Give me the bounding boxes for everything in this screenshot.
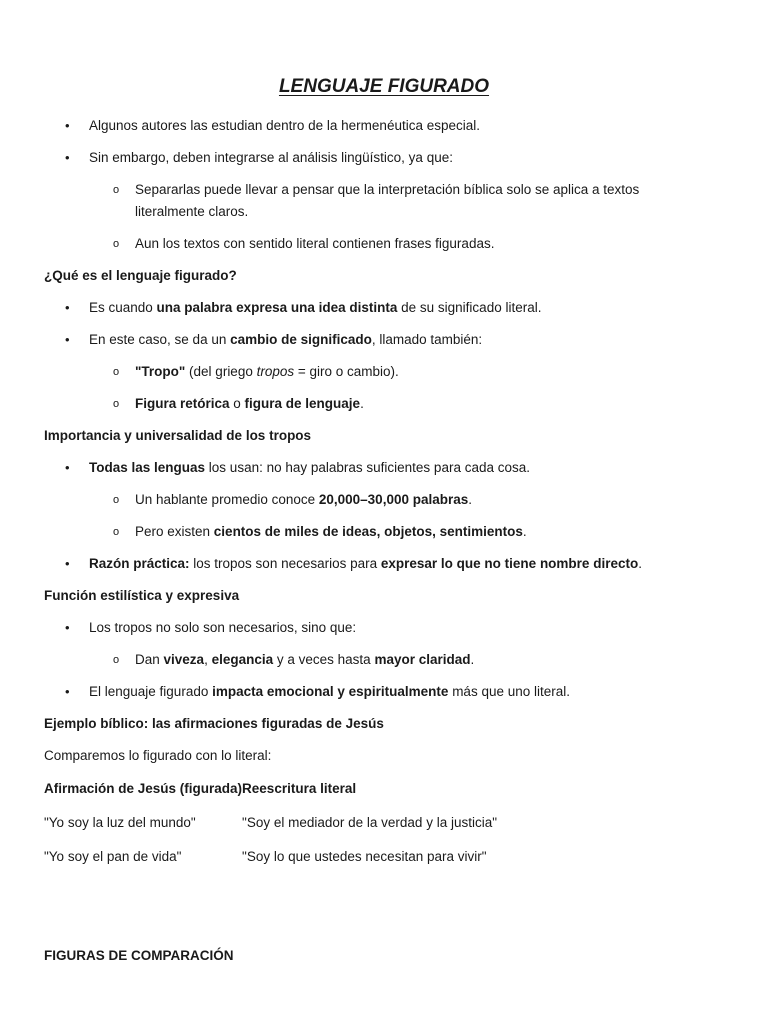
que-es-sub-bullet-2: [135, 395, 364, 413]
text-run-bold: viveza: [163, 652, 205, 667]
text-run: .: [468, 492, 473, 507]
text-run: o: [229, 396, 245, 411]
funcion-bullet-1: Los tropos no solo son necesarios, sino que:: [89, 620, 357, 635]
bullet-icon: •: [65, 620, 70, 635]
intro-sub-bullet-1-cont: literalmente claros.: [135, 204, 249, 219]
sub-bullet-icon: o: [113, 398, 120, 410]
bullet-icon: •: [65, 556, 70, 571]
sub-bullet-icon: o: [113, 526, 120, 538]
text-run-bold: expresar lo que no tiene nombre directo: [380, 556, 639, 571]
que-es-bullet-1: [89, 299, 541, 317]
bullet-icon: •: [65, 460, 70, 475]
bullet-icon: •: [65, 332, 70, 347]
text-run-bold: una palabra expresa una idea distinta: [156, 300, 398, 315]
text-run: y a veces hasta: [273, 652, 375, 667]
intro-sub-bullet-1: Separarlas puede llevar a pensar que la interpretación bíblica solo se aplica a textos: [135, 182, 640, 197]
text-run-bold: impacta emocional y espiritualmente: [212, 684, 449, 699]
text-run: Dan: [135, 652, 164, 667]
text-run: El lenguaje figurado: [89, 684, 213, 699]
bullet-icon: •: [65, 300, 70, 315]
text-run: los usan: no hay palabras suficientes para cada cosa.: [205, 460, 530, 475]
section-heading-funcion: Función estilística y expresiva: [44, 588, 240, 603]
text-run: .: [360, 396, 364, 411]
text-run: los tropos son necesarios para: [189, 556, 381, 571]
table-header-cell: Reescritura literal: [242, 781, 357, 796]
funcion-bullet-2: [89, 683, 570, 701]
text-run: Es cuando: [89, 300, 157, 315]
text-run: , llamado también:: [371, 332, 483, 347]
intro-sub-bullet-2: Aun los textos con sentido literal contienen frases figuradas.: [135, 236, 495, 251]
table-cell: "Soy lo que ustedes necesitan para vivir": [242, 849, 487, 864]
table-row: [44, 848, 497, 866]
importancia-sub-bullet-1: [135, 491, 472, 509]
intro-bullet-2: Sin embargo, deben integrarse al análisis lingüístico, ya que:: [89, 150, 453, 165]
text-run-bold: Todas las lenguas: [89, 460, 206, 475]
funcion-sub-bullet-1: [135, 651, 474, 669]
ejemplo-intro: Comparemos lo figurado con lo literal:: [44, 748, 272, 763]
text-run-bold: Figura retórica: [135, 396, 230, 411]
text-run: .: [638, 556, 642, 571]
text-run-bold: 20,000–30,000 palabras: [318, 492, 469, 507]
que-es-sub-bullet-1: [135, 363, 399, 381]
sub-bullet-icon: o: [113, 238, 120, 250]
sub-bullet-icon: o: [113, 184, 120, 196]
text-run: de su significado literal.: [397, 300, 542, 315]
sub-bullet-icon: o: [113, 366, 120, 378]
text-run-bold: mayor claridad: [374, 652, 471, 667]
importancia-bullet-1: [89, 459, 530, 477]
text-run-bold: figura de lenguaje: [244, 396, 361, 411]
text-run: = giro o cambio).: [294, 364, 399, 379]
document-title: LENGUAJE FIGURADO: [278, 76, 490, 97]
intro-bullet-1: Algunos autores las estudian dentro de la hermenéutica especial.: [89, 118, 480, 133]
text-run: En este caso, se da un: [89, 332, 231, 347]
table-cell: "Yo soy la luz del mundo": [44, 815, 196, 830]
table-cell: "Soy el mediador de la verdad y la justicia": [242, 815, 498, 830]
text-run-italic: tropos: [256, 364, 295, 379]
bullet-icon: •: [65, 684, 70, 699]
sub-bullet-icon: o: [113, 494, 120, 506]
text-run-bold: elegancia: [211, 652, 274, 667]
table-header-cell: Afirmación de Jesús (figurada): [44, 781, 243, 796]
text-run-bold: cientos de miles de ideas, objetos, sentimientos: [213, 524, 523, 539]
text-run: Un hablante promedio conoce: [135, 492, 319, 507]
text-run: .: [470, 652, 475, 667]
importancia-bullet-2: [89, 555, 642, 573]
text-run-bold: Razón práctica:: [89, 556, 190, 571]
text-run: más que uno literal.: [448, 684, 571, 699]
sub-bullet-icon: o: [113, 654, 120, 666]
text-run: (del griego: [185, 364, 257, 379]
text-run: ,: [204, 652, 212, 667]
que-es-bullet-2: [89, 331, 482, 349]
bullet-icon: •: [65, 150, 70, 165]
section-heading-que-es: ¿Qué es el lenguaje figurado?: [44, 268, 237, 283]
comparison-table: [44, 780, 497, 866]
table-row: [44, 814, 497, 848]
text-run-bold: "Tropo": [135, 364, 186, 379]
section-heading-ejemplo: Ejemplo bíblico: las afirmaciones figuradas de Jesús: [44, 716, 384, 731]
text-run-bold: cambio de significado: [230, 332, 372, 347]
bullet-icon: •: [65, 118, 70, 133]
importancia-sub-bullet-2: [135, 523, 527, 541]
text-run: Pero existen: [135, 524, 214, 539]
section-heading-importancia: Importancia y universalidad de los tropos: [44, 428, 312, 443]
table-cell: "Yo soy el pan de vida": [44, 849, 182, 864]
section-heading-figuras: FIGURAS DE COMPARACIÓN: [44, 948, 234, 963]
table-header-row: [44, 780, 497, 814]
text-run: .: [522, 524, 527, 539]
